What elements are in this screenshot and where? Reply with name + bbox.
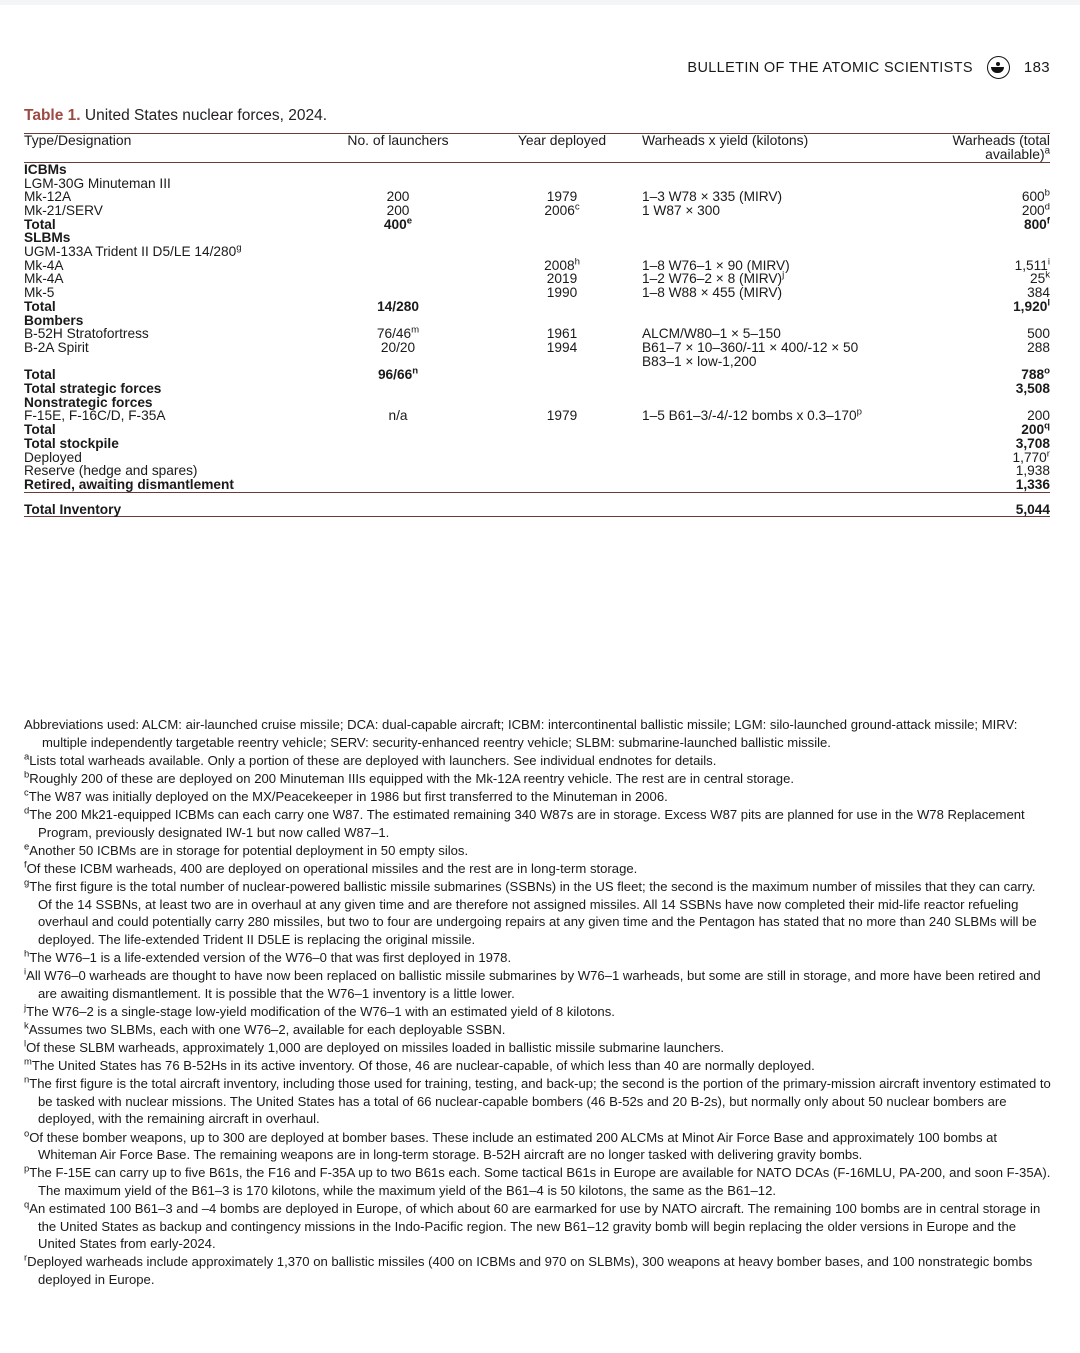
cell-yield: 1–5 B61–3/-4/-12 bombs x 0.3–170$^p$ xyxy=(642,406,862,424)
col-warheads-total: Warheads (total available)$^a$ xyxy=(952,132,1050,162)
cell-yield xyxy=(642,382,892,396)
footnote xyxy=(24,788,1052,806)
cell-year xyxy=(482,464,642,478)
cell-year xyxy=(482,478,642,492)
footnote-marker: q xyxy=(24,1198,30,1210)
table-group-row xyxy=(24,162,1050,176)
cell-launchers xyxy=(314,451,482,465)
cell-year xyxy=(482,300,642,314)
cell-launchers xyxy=(314,464,482,478)
footnote-marker: r xyxy=(24,1251,28,1263)
cell-warheads: 288 xyxy=(1027,339,1050,355)
footnote-text: Of these SLBM warheads, approximately 1,000 are deployed on missiles loaded in ballistic missile submarine launchers. xyxy=(26,1039,725,1055)
footnote-marker: a xyxy=(24,750,30,762)
table-row xyxy=(24,327,1050,341)
cell-year xyxy=(482,437,642,451)
cell-warheads: 1,938 xyxy=(1015,463,1050,479)
row-label: Total xyxy=(24,367,56,383)
cell-yield xyxy=(642,492,892,517)
page-number: 183 xyxy=(1023,59,1050,76)
footnote xyxy=(24,1129,1052,1164)
cell-warheads: 1,336 xyxy=(1015,476,1050,492)
cell-yield: 1–8 W88 × 455 (MIRV) xyxy=(642,285,783,301)
row-label: F-15E, F-16C/D, F-35A xyxy=(24,408,166,424)
cell-launchers xyxy=(314,423,482,437)
col-no-of-launchers: No. of launchers xyxy=(347,132,449,148)
cell-launchers: 76/46$^m$ xyxy=(376,324,420,342)
footnote xyxy=(24,1021,1052,1039)
cell-yield xyxy=(642,218,892,232)
cell-warheads: 384 xyxy=(1027,285,1050,301)
col-type-designation: Type/Designation xyxy=(24,132,132,148)
col-year-deployed: Year deployed xyxy=(517,132,607,148)
cell-launchers xyxy=(314,272,482,286)
cell-warheads: 1,920$^l$ xyxy=(1013,297,1050,314)
footnote-marker: o xyxy=(24,1127,30,1139)
row-label: Mk-12A xyxy=(24,189,72,205)
table-row xyxy=(24,341,1050,368)
footnote xyxy=(24,842,1052,860)
cell-year: 2008$^h$ xyxy=(544,256,580,273)
footnote-marker: g xyxy=(24,876,30,888)
table-caption xyxy=(24,107,327,125)
cell-warheads: 1,511$^i$ xyxy=(1014,256,1050,273)
footnote-text: The W87 was initially deployed on the MX/Peacekeeper in 1986 but first transferred to the Minuteman in 2006. xyxy=(28,788,668,804)
cell-year: 1979 xyxy=(546,189,578,205)
footnote xyxy=(24,1003,1052,1021)
table-row xyxy=(24,259,1050,273)
cell-year xyxy=(482,451,642,465)
footnote-text: Of these ICBM warheads, 400 are deployed on operational missiles and the rest are in long-term storage. xyxy=(26,860,638,876)
cell-warheads: 1,770$^r$ xyxy=(1012,448,1050,465)
table-row xyxy=(24,272,1050,286)
subhead-label: LGM-30G Minuteman III xyxy=(24,175,171,191)
row-label: B-52H Stratofortress xyxy=(24,326,149,342)
footnote xyxy=(24,716,1052,751)
cell-warheads: 3,508 xyxy=(1015,381,1050,397)
footnote xyxy=(24,878,1052,948)
footnote-text: The first figure is the total number of nuclear-powered ballistic missile submarines (SSBNs) in the US fleet; the second is the maximum number of missiles that they can carry. Of the 14 SSBNs, at least two are in overhaul at any given time and are therefore not assigned missiles. All 14 SSBNs have now completed their mid-life reactor refueling overhaul and could potentially carry 280 missiles, but two to four are undergoing repairs at any given time and the Pentagon has stated that no more than 240 SLBMs will be deployed. The life-extended Trident II D5LE is replacing the original missile. xyxy=(29,878,1037,947)
cell-launchers: 20/20 xyxy=(380,339,416,355)
cell-launchers: 200 xyxy=(386,189,410,205)
page-top-strip xyxy=(0,0,1080,5)
footnote-text: The W76–1 is a life-extended version of the W76–0 that was first deployed in 1978. xyxy=(29,949,512,965)
cell-launchers xyxy=(314,259,482,273)
footnote-text: Another 50 ICBMs are in storage for potential deployment in 50 empty silos. xyxy=(29,842,469,858)
row-label: B-2A Spirit xyxy=(24,339,89,355)
cell-launchers xyxy=(314,286,482,300)
cell-yield: 1–3 W78 × 335 (MIRV) xyxy=(642,189,783,205)
cell-warheads: 800$^f$ xyxy=(1023,215,1050,232)
footnote xyxy=(24,770,1052,788)
cell-yield: B61–7 × 10–360/-11 × 400/-12 × 50 B83–1 × low-1,200 xyxy=(642,339,859,369)
subhead-label: UGM-133A Trident II D5/LE 14/280$^g$ xyxy=(24,242,242,260)
footnote-marker: h xyxy=(24,947,30,959)
cell-year xyxy=(482,423,642,437)
cell-warheads: 788$^o$ xyxy=(1021,365,1050,383)
row-label: Total stockpile xyxy=(24,435,119,451)
table-row xyxy=(24,190,1050,204)
footnote-marker: f xyxy=(24,858,27,870)
cell-launchers: 200 xyxy=(386,202,410,218)
table-group-row xyxy=(24,231,1050,245)
footnote-text: The 200 Mk21-equipped ICBMs can each carry one W87. The estimated remaining 340 W87s are in storage. Excess W87 pits are planned for use in the W78 Replacement Program, previously designated IW-1 but now called W87–1. xyxy=(29,807,1025,840)
row-label: Mk-21/SERV xyxy=(24,202,103,218)
cell-year: 2019 xyxy=(546,271,578,287)
cell-launchers xyxy=(314,478,482,492)
footnote-marker: d xyxy=(24,804,30,816)
row-label: Total xyxy=(24,298,56,314)
table-row xyxy=(24,451,1050,465)
cell-year: 1961 xyxy=(546,326,578,342)
row-label: Total xyxy=(24,216,56,232)
footnote-text: The F-15E can carry up to five B61s, the F16 and F-35A up to two B61s each. Some tactical B61s in Europe are available for NATO DCAs (F-16MLU, PA-200, and soon F-35A). The maximum yield of the B61–3 is 170 kilotons, while the maximum yield of the B61–4 is 50 kilotons, the same as the B61–12. xyxy=(29,1165,1051,1198)
footnote-text: Lists total warheads available. Only a portion of these are deployed with launchers. See individual endnotes for details. xyxy=(29,752,717,768)
cell-warheads: 200 xyxy=(1027,408,1050,424)
cell-launchers: 400e xyxy=(383,215,413,232)
cell-year: 1979 xyxy=(546,408,578,424)
table-caption-label: Table 1. xyxy=(24,107,81,124)
footnote-text: Of these bomber weapons, up to 300 are deployed at bomber bases. These include an estimated 200 ALCMs at Minot Air Force Base and approximately 100 bombs at Whiteman Air Force Base. The remaining weapons are in long-term storage. B-52H aircraft are no longer tasked with delivering gravity bombs. xyxy=(29,1129,998,1163)
table-subhead-row xyxy=(24,245,1050,259)
table-header-row xyxy=(24,134,1050,163)
row-label: Total strategic forces xyxy=(24,381,162,397)
row-label: Total xyxy=(24,422,56,438)
footnote xyxy=(24,1075,1052,1128)
cell-year xyxy=(482,382,642,396)
footnote xyxy=(24,1039,1052,1057)
table-row xyxy=(24,492,1050,517)
footnote xyxy=(24,1164,1052,1199)
table-row xyxy=(24,478,1050,492)
cell-yield xyxy=(642,437,892,451)
cell-year xyxy=(482,368,642,382)
cell-launchers: 96/66$^n$ xyxy=(377,365,419,383)
table-row xyxy=(24,423,1050,437)
table-subhead-row xyxy=(24,177,1050,191)
row-label: Deployed xyxy=(24,449,82,465)
cell-launchers: n/a xyxy=(388,408,408,424)
table-group-row xyxy=(24,396,1050,410)
cell-yield xyxy=(642,464,892,478)
footnote-text: Abbreviations used: ALCM: air-launched cruise missile; DCA: dual-capable aircraft; ICBM: intercontinental ballistic missile; LGM: silo-launched ground-attack missile; MIRV: multiple independently targetable reentry vehicle; SERV: security-enhanced reentry vehicle; SLBM: submarine-launched ballistic missile. xyxy=(24,717,1018,750)
cell-yield: 1–2 W76–2 × 8 (MIRV)$^j$ xyxy=(642,269,785,287)
table-row xyxy=(24,368,1050,382)
group-label: ICBMs xyxy=(24,161,67,177)
cell-warheads: 600$^b$ xyxy=(1021,187,1050,205)
table-row xyxy=(24,437,1050,451)
cell-launchers xyxy=(314,492,482,517)
row-label: Retired, awaiting dismantlement xyxy=(24,476,234,492)
group-label: Bombers xyxy=(24,312,84,328)
footnote-text: An estimated 100 B61–3 and –4 bombs are deployed in Europe, of which about 60 are earmarked for use by NATO aircraft. The remaining 100 bombs are in central storage in the United States as backup and contingency missions in the Indo-Pacific region. The new B61–12 gravity bomb will begin replacing the older versions in Europe and the United States from early-2024. xyxy=(29,1200,1041,1252)
cell-year: 1994 xyxy=(546,339,578,355)
cell-warheads: 3,708 xyxy=(1015,435,1050,451)
footnote xyxy=(24,806,1052,841)
nuclear-forces-table-wrap xyxy=(24,133,1050,517)
row-label: Mk-5 xyxy=(24,285,55,301)
cell-warheads: 5,044 xyxy=(892,492,1050,517)
cell-year xyxy=(482,492,642,517)
cell-launchers xyxy=(314,437,482,451)
table-head xyxy=(24,134,1050,163)
footnote-text: The first figure is the total aircraft inventory, including those used for training, testing, and back-up; the second is the portion of the primary-mission aircraft inventory estimated to be tasked with nuclear missions. The United States has a total of 66 nuclear-capable bombers (46 B-52s and 20 B-2s), but normally only about 50 nuclear bombers are deployed, with the remaining aircraft in overhaul. xyxy=(29,1076,1051,1127)
table-row xyxy=(24,218,1050,232)
cell-yield xyxy=(642,300,892,314)
row-label: Reserve (hedge and spares) xyxy=(24,463,198,479)
footnote-marker: k xyxy=(24,1019,29,1031)
cell-yield: ALCM/W80–1 × 5–150 xyxy=(642,326,781,342)
row-label: Mk-4A xyxy=(24,271,64,287)
footnote xyxy=(24,860,1052,878)
cell-launchers xyxy=(314,382,482,396)
table-row xyxy=(24,204,1050,218)
footnote xyxy=(24,1057,1052,1075)
footnote-text: The W76–2 is a single-stage low-yield modification of the W76–1 with an estimated yield of 8 kilotons. xyxy=(26,1003,615,1019)
cell-yield: 1–8 W76–1 × 90 (MIRV) xyxy=(642,257,790,273)
footnote xyxy=(24,752,1052,770)
footnote xyxy=(24,949,1052,967)
table-row xyxy=(24,382,1050,396)
table-caption-text: United States nuclear forces, 2024. xyxy=(80,107,327,124)
cell-year xyxy=(482,218,642,232)
cell-launchers: 14/280 xyxy=(377,298,419,314)
footnote-marker: e xyxy=(24,840,30,852)
table-row xyxy=(24,409,1050,423)
cell-yield xyxy=(642,478,892,492)
col-warheads-x-yield: Warheads x yield (kilotons) xyxy=(642,132,809,148)
footnote-marker: b xyxy=(24,768,30,780)
cell-warheads: 500 xyxy=(1027,326,1050,342)
table-row xyxy=(24,286,1050,300)
footnote-marker: j xyxy=(24,1001,27,1013)
running-head xyxy=(687,56,1050,79)
row-label: Mk-4A xyxy=(24,257,64,273)
footnote-text: The United States has 76 B-52Hs in its active inventory. Of those, 46 are nuclear-capable, of which less than 40 are normally deployed. xyxy=(31,1058,815,1074)
footnote-text: Deployed warheads include approximately 1,370 on ballistic missiles (400 on ICBMs and 970 on SLBMs), 300 weapons at heavy bomber bases, and 100 nonstrategic bombs deployed in Europe. xyxy=(27,1254,1033,1287)
cell-yield xyxy=(642,451,892,465)
cell-yield xyxy=(642,423,892,437)
cell-year: 2006$^c$ xyxy=(544,201,580,218)
table-group-row xyxy=(24,314,1050,328)
journal-title: BULLETIN OF THE ATOMIC SCIENTISTS xyxy=(687,59,973,76)
footnote-text: All W76–0 warheads are thought to have now been replaced on ballistic missile submarines by W76–1 warheads, but some are still in storage, and more have been retired and are awaiting dismantlement. It is possible that the W76–1 inventory is a little lower. xyxy=(26,968,1041,1001)
footnote-text: Assumes two SLBMs, each with one W76–2, available for each deployable SSBN. xyxy=(28,1021,506,1037)
cell-warheads: 200$^d$ xyxy=(1021,201,1050,218)
row-label: Total Inventory xyxy=(24,492,314,517)
group-label: SLBMs xyxy=(24,230,71,246)
cell-year: 1990 xyxy=(546,285,578,301)
cell-warheads: 25$^k$ xyxy=(1029,269,1050,287)
footnote-marker: n xyxy=(24,1073,30,1085)
footnote xyxy=(24,1253,1052,1288)
cell-yield xyxy=(642,368,892,382)
table-footnotes xyxy=(24,716,1052,1289)
footnote xyxy=(24,1200,1052,1253)
bulletin-clock-logo-icon xyxy=(987,56,1010,79)
table-body xyxy=(24,162,1050,517)
footnote-marker: m xyxy=(24,1055,32,1067)
group-label: Nonstrategic forces xyxy=(24,394,153,410)
footnote-marker: l xyxy=(24,1037,27,1049)
footnote xyxy=(24,967,1052,1002)
footnote-marker: p xyxy=(24,1162,30,1174)
table-row xyxy=(24,464,1050,478)
cell-warheads: 200$^q$ xyxy=(1021,420,1050,438)
table-row xyxy=(24,300,1050,314)
footnote-marker: c xyxy=(24,786,29,798)
footnote-text: Roughly 200 of these are deployed on 200 Minuteman IIIs equipped with the Mk-12A reentry vehicle. The rest are in central storage. xyxy=(29,770,794,786)
footnote-marker: i xyxy=(24,965,27,977)
cell-yield: 1 W87 × 300 xyxy=(642,202,720,218)
nuclear-forces-table xyxy=(24,133,1050,517)
